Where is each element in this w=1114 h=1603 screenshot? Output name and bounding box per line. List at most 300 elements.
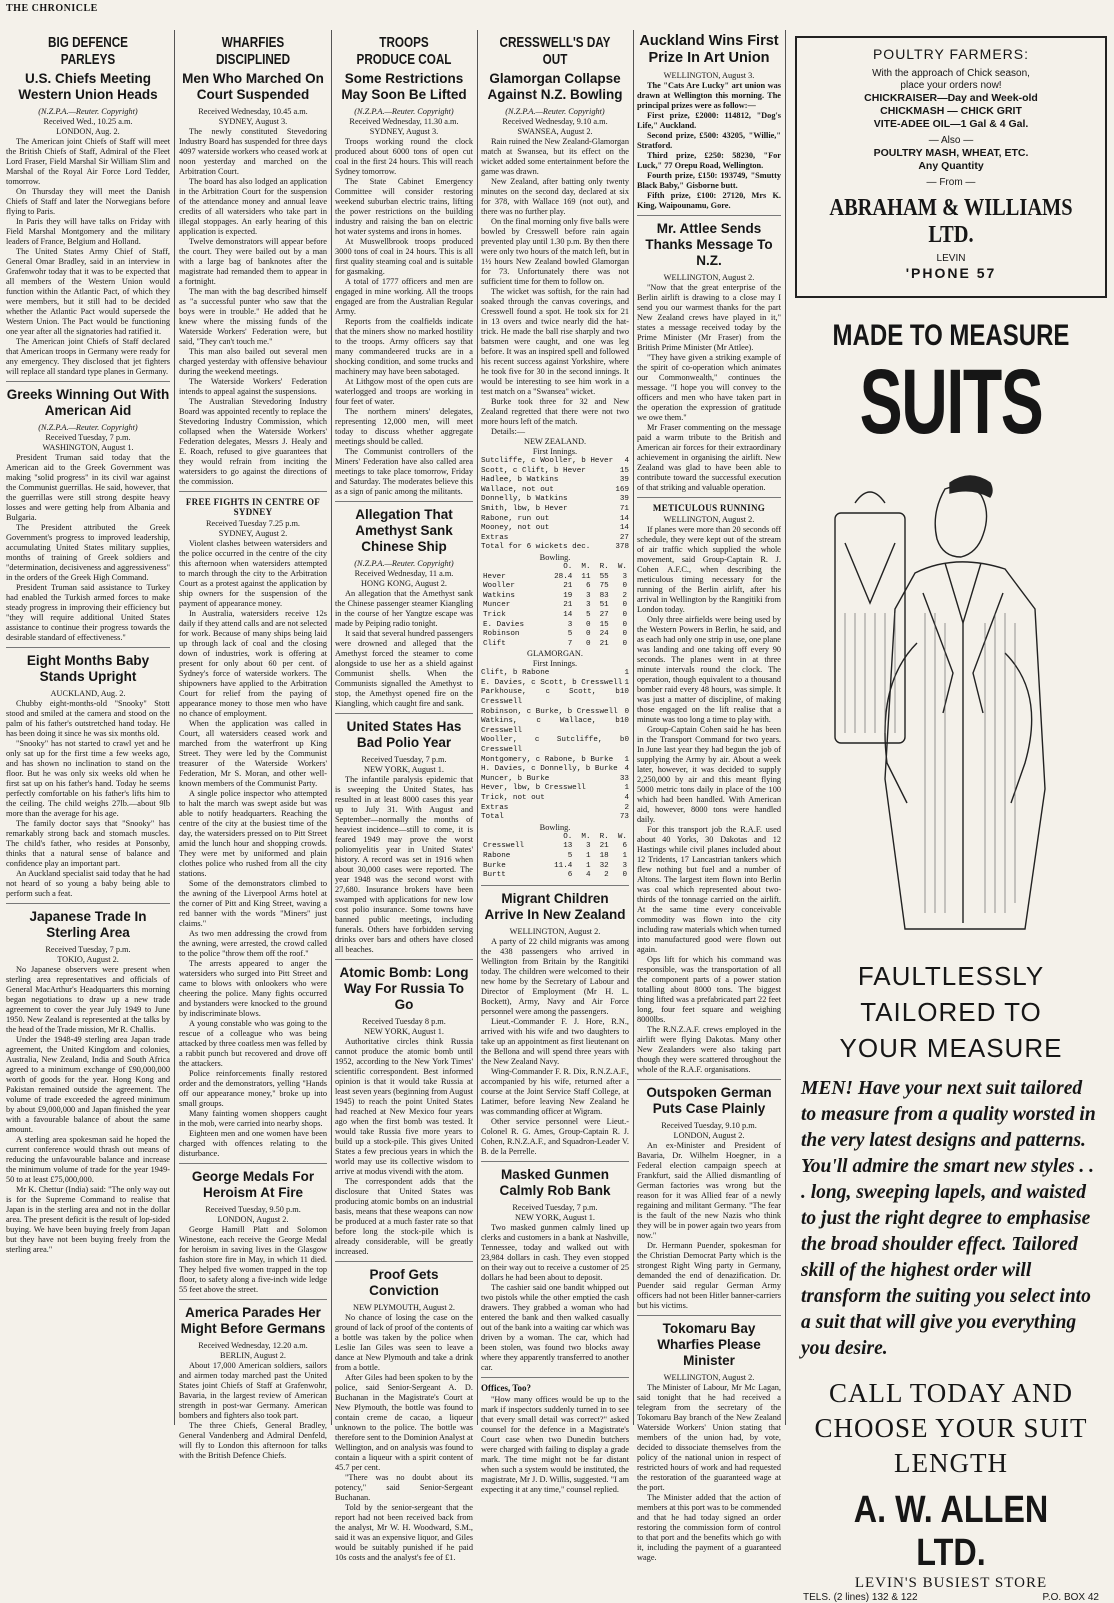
bowling-header-cell [481, 833, 543, 843]
runs: 39 [619, 495, 629, 504]
article-title: U.S. Chiefs Meeting Western Union Heads [18, 71, 158, 102]
credit: (N.Z.P.A.—Reuter. Copyright) [354, 559, 454, 568]
advert-town: LEVIN [936, 253, 966, 264]
bowling-cell: Clift [483, 639, 506, 648]
paragraph: The State Cabinet Emergency Committee will consider restoring weekend suburban electric trains, lifting the power restrictions on the building industry and raising the ban on electric hot water systems and irons in homes. [335, 177, 473, 236]
paragraph: Rain ruined the New Zealand-Glamorgan match at Swansea, but its effect on the wicket added some entertainment before the game was drawn. [481, 137, 629, 176]
bowling-cell: 7 [567, 639, 573, 648]
total-runs: 73 [619, 813, 629, 822]
bowling-header-cell: O. [563, 832, 573, 841]
bowling-cell: Cresswell [483, 842, 525, 851]
credit: (N.Z.P.A.—Reuter. Copyright) [38, 107, 138, 116]
paragraph: Authoritative circles think Russia cannot produce the atomic bomb until 1952, according to the New York Times' scientific correspondent. Best informed opinion is that it would take Russia at least seven years (beginning from August 1945) to reach the point United States had reached at New Mexico four years ago when the first bomb was tested. It would take Russia five more years to build up a stock-pile. This gives United States a few precious years in which the world may use its collective wisdom to arrive at modus vivendi with the atom. [335, 1037, 473, 1176]
scorecard-row [481, 775, 629, 785]
received: Received Tuesday, 7 p.m. [45, 433, 131, 442]
bowling-row [481, 871, 629, 881]
top-headline: TROOPS PRODUCE COAL [356, 34, 452, 68]
paragraph: Reports from the coalfields indicate that the miners show no marked hostility to the troops. Army officers say that many commandeered trucks are in a shocking condition, and some trucks and machinery may have been sabotaged. [335, 317, 473, 376]
article-title: Offices, Too? [481, 1382, 532, 1393]
credit: (N.Z.P.A.—Reuter. Copyright) [505, 107, 605, 116]
article-title: Atomic Bomb: Long Way For Russia To Go [339, 965, 469, 1012]
bowling-cell: 2 [604, 871, 609, 880]
article-greeks [6, 387, 170, 648]
advert-line: place your orders now! [900, 80, 1002, 91]
bowling-cell: 0 [622, 601, 627, 610]
column-rule [331, 30, 332, 1425]
runs: 169 [615, 485, 629, 494]
bowling-cell: 6 [567, 871, 573, 880]
paragraph: Dr. Hermann Puender, spokesman for the Christian Democrat Party which is the strongest Right Wing party in Germany, demanded the end of denazification. Dr. Puender said regular German Army officers had not been Hitler banner-carriers but his victims. [637, 1241, 781, 1310]
scorecard-row [481, 467, 629, 477]
top-headline: CRESSWELL'S DAY OUT [499, 34, 611, 68]
paragraph: The northern miners' delegates, representing 12,000 men, will meet today to discuss whether aggregate meetings should be called. [335, 407, 473, 446]
paragraph: At Lithgow most of the open cuts are waterlogged and troops are working in four feet of water. [335, 377, 473, 406]
right-lapel [973, 593, 1003, 713]
runs: 14 [619, 524, 629, 533]
bowling-header-cell: M. [581, 832, 591, 841]
scorecard-row [481, 524, 629, 534]
scorecard-row [481, 486, 629, 496]
bowling-cell: 32 [599, 861, 609, 870]
column-2 [179, 30, 327, 1460]
bowling-cell: 1 [622, 851, 627, 860]
bowling-row [481, 630, 629, 640]
runs: 2 [624, 803, 629, 812]
received: Received Wednesday, 9.10 a.m. [502, 117, 608, 126]
advert-item: POULTRY MASH, WHEAT, ETC. [873, 147, 1029, 159]
bowling-cell: 0 [622, 582, 627, 591]
paragraph: The Australian Stevedoring Industry Board was appointed recently to replace the Stevedoring Industry Commission, which collapsed when the Waterside Workers' Federation delegates, Messrs J. Healy and E. Roach, refused to give guarantees that they would refrain from inciting the watersiders to go against the directions of the commission. [179, 397, 327, 486]
article-defence [6, 71, 170, 382]
bowling-cell: 21 [563, 601, 573, 610]
bowling-cell: 15 [599, 620, 609, 629]
bowling-cell: Rabone [483, 851, 511, 860]
bowling-cell: 21 [599, 639, 609, 648]
article-japan-trade [6, 909, 170, 1259]
article-atomic-bomb [335, 965, 473, 1262]
paragraph: Troops working round the clock produced about 6000 tons of open cut coal in the first 24 hours. This will reach Sydney tomorrow. [335, 137, 473, 176]
paragraph: On the final morning only five balls were bowled by Cresswell before rain again prevented play until 1.30 p.m. By then there were only two hours of the match left, but in 1½ hours New Zealand bowled Glamorgan for 73. Unfortunately there was not sufficient time for them to follow on. [481, 217, 629, 286]
column-4 [481, 30, 629, 1494]
bowling-cell: 3 [622, 572, 627, 581]
batsman: Muncer, b Burke [481, 774, 550, 783]
article-title: Glamorgan Collapse Against N.Z. Bowling [487, 71, 623, 102]
dateline: WELLINGTON, August 3. [663, 71, 755, 80]
paragraph: No chance of losing the case on the ground of lack of proof of the contents of a bottle was taken by the police when Leslie Ian Giles was seen to leave a dance at New Plymouth and take a drink from a bottle. [335, 1313, 473, 1372]
bowling-cell: 4 [585, 871, 591, 880]
runs: 4 [624, 457, 629, 465]
hair [950, 476, 992, 497]
runs: 10 [619, 717, 629, 726]
received: Received Tuesday, 7 p.m. [45, 945, 131, 954]
scorecard-row [481, 756, 629, 766]
runs: 1 [624, 678, 629, 687]
article-title: Proof Gets Conviction [369, 1267, 439, 1298]
advert-call: CHOOSE YOUR SUIT [814, 1413, 1088, 1443]
advert-phone: 'PHONE 57 [905, 265, 997, 281]
advert-store: LEVIN'S BUSIEST STORE [854, 1575, 1048, 1591]
article-title: Japanese Trade In Sterling Area [29, 909, 147, 940]
scorecard-row [481, 765, 629, 775]
paragraph: In Australia, watersiders receive 12s daily if they attend calls and are not selected for work. Because of many ships being laid up through lack of coal and the closing down of industries, work is offering at present for only about 60 per cent. of Sydney's force of waterside workers. The shipowners have applied to the Arbitration Court for relief from the paying of appearance money to those men who have no chance of employment. [179, 609, 327, 718]
batsman: Rabone, run out [481, 514, 550, 523]
paragraph: The correspondent adds that the disclosure that United States was producing atomic bombs on an industrial basis, means that these weapons can now be produced at a much faster rate so that before long the stock-pile which is already considerable, will be greatly increased. [335, 1177, 473, 1256]
advert-item: CHICKMASH — CHICK GRIT [880, 105, 1022, 117]
bowling-cell: 3 [567, 620, 573, 629]
column-rule [477, 30, 478, 1425]
scorecard-row [481, 457, 629, 467]
left-lapel [923, 593, 953, 713]
bowling-cell: 83 [599, 591, 609, 600]
paragraph: Group-Captain Cohen said he has been in the Transport Command for two years. In June last year they had begun the job of supplying the Army by air. About a week later, however, it was decided to supply 2,250,000 by air and this meant flying 5000 metric tons daily in place of the 100 which had been handled. With American aid, however, 8000 tons were handled daily. [637, 725, 781, 824]
paragraph: In Paris they will have talks on Friday with Field Marshal Montgomery and the military leaders of France, Belgium and Holland. [6, 217, 170, 246]
dateline: BERLIN, August 2. [220, 1351, 286, 1360]
bowling-cell: 14 [563, 610, 573, 619]
bowling-cell: 0 [622, 639, 627, 648]
paragraph: The cashier said one bandit whipped out two pistols while the other emptied the cash drawers. They grabbed a woman who had entered the bank and then walked casually out of the bank into a waiting car which was driven by a woman. The car, which had been stolen, was found two blocks away where they apparently transferred to another car. [481, 1282, 629, 1372]
dateline: NEW YORK, August 1. [515, 1212, 595, 1222]
dateline: HONG KONG, August 2. [361, 579, 447, 588]
paragraph: A sterling area spokesman said he hoped the current conference would thrash out means of reducing the unfavourable balance and increase the minimum volume of trade for the year 1949-50 to at least £75,000,000. [6, 1135, 170, 1184]
paragraph: Third prize, £250: 58230, "For Luck," 77 Orepu Road, Wellington. [637, 151, 781, 170]
column-rule [633, 30, 634, 1425]
bowling-cell: 24 [599, 630, 609, 639]
batsman: Sutcliffe, c Wooller, b Hever [481, 457, 614, 465]
bowling-cell: 28.4 [554, 572, 573, 581]
advert-firm: A. W. ALLEN LTD. [853, 1489, 1049, 1574]
advert-call: LENGTH [894, 1448, 1008, 1478]
paragraph: The three Chiefs, General Bradley, General Vandenberg and Admiral Denfeld, will fly to London this afternoon for talks with the British Defence Chiefs. [179, 1421, 327, 1460]
paragraph: The "Cats Are Lucky" art union was drawn at Wellington this morning. The principal prizes were as follow:— [637, 81, 781, 110]
article-tokomaru-bay [637, 1321, 781, 1567]
paragraph: President Truman said today that the American aid to the Greek Government was making "solid progress" in its civil war against the Communist guerrillas. He said, however, that the guerrillas were still strong despite heavy losses and were getting help from Albania and Bulgaria. [6, 453, 170, 522]
article-attlee [637, 221, 781, 498]
received: Received Wednesday, 10.45 a.m. [198, 107, 308, 116]
scorecard-row [481, 717, 629, 736]
dateline: WELLINGTON, August 2. [663, 1373, 755, 1382]
article-polio [335, 719, 473, 960]
advert-copy: MEN! Have your next suit tailored to measure from a quality worsted in the very latest designs and patterns. You'll admire the smart new styles . . . long, sweeping lapels, and waisted to just the right degree to emphasise the broad shoulder effect. Tailored skill of the highest order will transform the suiting you select into a suit that will give you everything you desire. [801, 1078, 1096, 1359]
bowling-cell: 0 [622, 871, 627, 880]
runs: 33 [619, 774, 629, 783]
paragraph: At Muswellbrook troops produced 3000 tons of coal in 24 hours. This is all first quality steaming coal and is suitable for gasmaking. [335, 237, 473, 276]
column-3 [335, 30, 473, 1562]
advert-call: CALL TODAY AND [828, 1378, 1074, 1408]
dateline: AUCKLAND, Aug. 2. [50, 689, 126, 698]
article-george-medals [179, 1169, 327, 1300]
bowling-cell: 21 [563, 582, 573, 591]
article-title: Migrant Children Arrive In New Zealand [484, 890, 626, 922]
bowling-cell: 0 [585, 630, 591, 639]
paragraph: On Thursday they will meet the Danish Chiefs of Staff and later the Norwegians before flying to Paris. [6, 187, 170, 216]
dateline: LONDON, August 2. [217, 1215, 289, 1224]
article-title: Tokomaru Bay Wharfies Please Minister [657, 1321, 761, 1368]
dateline: TOKIO, August 2. [57, 955, 119, 964]
scorecard-row [481, 476, 629, 486]
advert-line: — From — [926, 177, 976, 188]
paragraph: Some of the demonstrators climbed to the awning of the Liverpool Arms hotel at the corner of Pitt and King Street, waving a red banner with the words "Miners" just claims." [179, 879, 327, 928]
poultry-advert [795, 36, 1107, 298]
received: Received Wednesday, 11.30 a.m. [349, 117, 459, 126]
article-troops-coal [335, 71, 473, 502]
paragraph: The wicket was softish, for the rain had soaked through the canvas coverings, and Cresswell found a spot. He took six for 21 in 13 overs and twice nearly did the hat-trick. He made the ball rise sharply and two batsmen were caught, and one was leg before. It was an inspired spell and followed his recent success against Yorkshire, where he took five for 30 in the second innings. It would be interesting to see him work in a test match on a "Swansea" wicket. [481, 287, 629, 396]
bowling-row [481, 640, 629, 650]
paragraph: "There was no doubt about its potency," said Senior-Sergeant Buchanan. [335, 1473, 473, 1502]
bowling-cell: 3 [585, 842, 591, 851]
paragraph: A single police inspector who attempted to halt the march was swept aside but was able to notify headquarters. Reaching the centre of the city at the busiest time of the day, the watersiders pressed on to Pitt Street amid the lunch hour and shopping crowds. They were met by uniformed and plain clothes police who rushed from all the city stations. [179, 789, 327, 878]
bowling-cell: 18 [599, 851, 609, 860]
paragraph: The family doctor says that "Snooky" has remarkably strong back and stomach muscles. The child's father, who resides at Ponsonby, thinks that a natural sense of balance and confidence play an important part. [6, 819, 170, 868]
dateline: LONDON, August 2. [673, 1131, 745, 1140]
hanger-suit-collar [845, 543, 895, 603]
bowling-header-cell: R. [599, 832, 609, 841]
top-headline: BIG DEFENCE PARLEYS [48, 34, 128, 68]
total-label: Total [481, 813, 504, 822]
batting-scorecard [481, 457, 629, 543]
paragraph: Two masked gunmen calmly lined up clerks and customers in a bank at Nashville, Tennessee, today and walked out with 23,984 dollars in cash. They even stopped on their way out to receive a customer of 25 dollars he had been about to deposit. [481, 1222, 629, 1282]
article-german-case [637, 1085, 781, 1316]
bowling-header-cell: W. [617, 562, 627, 571]
innings-label: First Innings. [532, 447, 578, 456]
bowling-cell: E. Davies [483, 620, 525, 629]
paragraph: After Giles had been spoken to by the police, said Senior-Sergeant A. D. Buchanan in the Magistrate's Court at New Plymouth, the bottle was found to contain creme de cacao, a liqueur unknown to the police. The bottle was therefore sent to the Dominion Analyst at Wellington, and on analysis was found to contain a liqueur with a spirit content of 45.7 per cent. [335, 1373, 473, 1472]
advert-line: With the approach of Chick season, [872, 68, 1030, 79]
score-total [481, 543, 629, 553]
score-total [481, 813, 629, 823]
bowling-cell: Robinson [483, 630, 520, 639]
bowling-row [481, 582, 629, 592]
dateline: WELLINGTON, August 2. [663, 273, 755, 282]
paragraph: The arrests appeared to anger the watersiders who surged into Pitt Street and came to blows with onlookers who were cheering the police. Many fights occurred and bystanders were knocked to the ground by indiscriminate blows. [179, 959, 327, 1018]
paragraph: An ex-Minister and President of Bavaria, Dr. Wilhelm Hoegner, in a Federal election campaign speech at Frankfurt, said the Allied dismantling of German factories was wrong but the reason for it was Allied fear of a newly regaining and militant Germany. "The fear is the fault of the new Nazis who think they will be in power again two years from now." [637, 1141, 781, 1240]
paragraph: Fourth prize, £150: 193749, "Smutty Black Baby," Gisborne butt. [637, 171, 781, 190]
advert-contact [795, 1592, 1107, 1603]
advert-tagline: YOUR MEASURE [839, 1033, 1063, 1063]
article-title: George Medals For Heroism At Fire [191, 1169, 315, 1200]
advert-pobox: P.O. BOX 42 [1042, 1592, 1099, 1603]
batsman: Watkins, c Wallace, b Cresswell [481, 717, 620, 735]
received: Received Tuesday 7.25 p.m. [205, 519, 301, 528]
batsman: Scott, c Clift, b Hever [481, 466, 586, 475]
scorecard-row [481, 534, 629, 544]
paragraph: Fifth prize, £100: 27120, Mrs K. King, Waipounamu, Gore. [637, 191, 781, 210]
batsman: Trick, not out [481, 794, 545, 802]
advert-headline: MADE TO MEASURE [832, 319, 1070, 352]
runs: 15 [619, 466, 629, 475]
team-name: GLAMORGAN. [526, 649, 583, 659]
hanger-pinstripes [845, 613, 895, 733]
paragraph: Only three airfields were being used by the Western Powers in Berlin, he said, and as each had only one strip in use, one plane was landing and one taking off every 90 seconds. The planes went in at three minute intervals round the clock. The operation, though equivalent to a thousand bomber raid every 48 hours, was simple. It was just a matter of discipline, of making those engaged on the lift realise that a minute was too long a time to play with. [637, 615, 781, 724]
bowling-cell: 75 [599, 582, 609, 591]
advert-tagline: TAILORED TO [860, 997, 1042, 1027]
paragraph: About 17,000 American soldiers, sailors and airmen today marched past the United States joint Chiefs of Staff at Grafenwohr, Bavaria, in the largest review of American strength in post-war Germany. American bombers and fighters also took part. [179, 1361, 327, 1420]
article-title: Mr. Attlee Sends Thanks Message To N.Z. [645, 221, 773, 268]
paragraph: The board has also lodged an application in the Arbitration Court for the suspension of the attendance money and annual leave credits of all watersiders who take part in illegal stoppages. An early hearing of this application is expected. [179, 177, 327, 236]
bowling-cell: 1 [585, 851, 591, 860]
pinstripes [925, 613, 1015, 913]
paragraph: Second prize, £500: 43205, "Willie," Stratford. [637, 131, 781, 150]
batsman: H. Davies, c Donnelly, b Burke [481, 765, 618, 774]
paragraph: The Minister of Labour, Mr Mc Lagan, said tonight that he had received a telegram from the secretary of the Tokomaru Bay branch of the New Zealand Waterside Workers' Union stating that members of the union had, by vote, decided to dissociate themselves from the policy of the national union in respect of restricted hours of work and had requested the restoration of the guaranteed wage at the port. [637, 1383, 781, 1492]
paragraph: New Zealand, after batting only twenty minutes on the second day, declared at six for 378, with Wallace 169 (not out), and there was no further play. [481, 177, 629, 216]
paragraph: This man also bailed out several men charged yesterday with offensive behaviour during the weekend meetings. [179, 347, 327, 376]
paragraph: Burke took three for 32 and New Zealand regretted that there were not two more hours left of the match. [481, 397, 629, 426]
scorecard-row [481, 794, 629, 804]
bowling-cell: 21 [599, 842, 609, 851]
bowling-row [481, 621, 629, 631]
bowling-header-row [481, 563, 629, 573]
article-title: Auckland Wins First Prize In Art Union [639, 33, 779, 66]
column-rule [174, 30, 175, 1425]
collar-outline [945, 563, 981, 623]
bowling-cell: 11.4 [554, 861, 573, 870]
suits-advert [795, 315, 1107, 1603]
scorecard-row [481, 669, 629, 679]
article-cricket [481, 71, 629, 886]
bowling-cell: 13 [563, 842, 573, 851]
paragraph: A party of 22 child migrants was among the 438 passengers who arrived in Wellington from Britain by the Rangitiki today. The children were welcomed to their new home by the Secretary of Labour and Director of Employment (Mr H. L. Bockett), Army, Navy and Air Force personnel were among the passengers. [481, 936, 629, 1016]
team-name: NEW ZEALAND. [523, 437, 587, 446]
column-rule [785, 30, 786, 1425]
bowling-cell: Burtt [483, 871, 506, 880]
suit-man-illustration [795, 453, 1107, 953]
batsman: Extras [481, 803, 509, 812]
received: Received Wed., 10.25 a.m. [43, 117, 133, 126]
received: Received Tuesday 8 p.m. [362, 1017, 446, 1026]
paragraph: As two men addressing the crowd from the awning, were arrested, the crowd called to the police "throw them off the roof." [179, 929, 327, 958]
scorecard-row [481, 515, 629, 525]
paragraph: Chubby eight-months-old "Snooky" Stott stood and smiled at the camera and stood on the palm of his father's outstretched hand today. He has been doing it since he was six months old. [6, 699, 170, 738]
article-proof-conviction [335, 1267, 473, 1567]
runs: 4 [624, 794, 629, 802]
dateline: WELLINGTON, August 2. [509, 926, 601, 936]
paragraph: The man with the bag described himself as "a successful punter who saw that the boys were in trouble." He added that he knew where the missing funds of the Waterside Workers' Federation were, but said, "They can't touch me." [179, 287, 327, 346]
scorecard-row [481, 495, 629, 505]
bowling-cell: 11 [581, 572, 591, 581]
bowling-cell: Hever [483, 572, 506, 581]
bowling-header-row [481, 833, 629, 843]
article-free-fights [179, 497, 327, 1164]
paragraph: It said that several hundred passengers were drowned and alleged that the Amethyst forced the steamer to come alongside to use her as a shield against Communist shells. When the Communists signalled the Amethyst to stop, the Amethyst opened fire on the Kiangling, which caught fire and sank. [335, 629, 473, 708]
article-amethyst [335, 507, 473, 714]
bowling-row [481, 601, 629, 611]
bowling-row [481, 842, 629, 852]
paragraph: An Auckland specialist said today that he had not heard of so young a baby being able to perform such a feat. [6, 869, 170, 898]
bowling-row [481, 611, 629, 621]
scorecard-row [481, 679, 629, 689]
bowling-cell: Trick [483, 610, 506, 619]
paragraph: The newly constituted Stevedoring Industry Board has suspended for three days 4097 waterside workers who ceased work at noon yesterday and marched on the Arbitration Court. [179, 127, 327, 176]
masthead: THE CHRONICLE [6, 3, 98, 14]
paragraph: The Communist controllers of the Miners' Federation have also called area meetings to take place tomorrow, Friday and Saturday. The moderates believe this as a sign of panic among the militants. [335, 447, 473, 496]
paragraph: Mr Fraser commenting on the message paid a warm tribute to the British and American air forces for their extraordinary achievement in organising the airlift. New Zealand was glad to have been able to contribute toward the successful execution of that striking and valuable operation. [637, 423, 781, 492]
paragraph: The R.N.Z.A.F. crews employed in the airlift were flying Dakotas. Many other New Zealanders were also taking part though they were scattered throughout the whole of the R.A.F. organisations. [637, 1025, 781, 1074]
batsman: Wooller, c Sutcliffe, b Cresswell [481, 736, 625, 755]
scorecard-row [481, 804, 629, 814]
paragraph: The American joint Chiefs of Staff will meet the British Chiefs of Staff, Admiral of the Fleet Lord Fraser, Field Marshal Sir William Slim and Marshal of the Royal Air Force Lord Tedder, tomorrow. [6, 137, 170, 186]
bowling-cell: 5 [567, 851, 573, 860]
bowling-label: Bowling. [539, 822, 571, 832]
received: Received Wednesday, 11 a.m. [354, 569, 454, 578]
runs: 4 [624, 765, 629, 774]
runs: 14 [619, 514, 629, 523]
runs: 10 [619, 688, 629, 697]
paragraph: Twelve demonstrators will appear before the court. They were bailed out by a man with a large bag of banknotes after the magistrate had remanded them to appear in a fortnight. [179, 237, 327, 286]
paragraph: "Now that the great enterprise of the Berlin airlift is drawing to a close may I send you our warmest thanks for the part New Zealand crews have played in it," states a message received today by the Prime Minister (Mr Fraser) from the British Prime Minister (Mr Attlee). [637, 283, 781, 352]
paragraph: The American joint Chiefs of Staff declared that American troops in Germany were ready for any emergency. They disclosed that jet fighters will replace all standard type planes in Germany. [6, 337, 170, 376]
article-title: America Parades Her Might Before Germans [180, 1305, 326, 1336]
paragraph: Lieut.-Commander F. J. Hore, R.N., arrived with his wife and two daughters to take up an appointment as first lieutenant on the Bellona and will spend three years with the New Zealand Navy. [481, 1016, 629, 1066]
bowling-row [481, 573, 629, 583]
bowling-table [481, 833, 629, 881]
paragraph: If planes were more than 20 seconds off schedule, they were kept out of the stream of air traffic which supplied the whole movement, said Group-Captain R. J. Cohen A.F.C., when describing the meticulous timing necessary for the running of the Berlin airlift, after his arrival in Wellington by the Rangitiki from London today. [637, 525, 781, 614]
bowling-cell: 0 [622, 630, 627, 639]
bowling-table [481, 563, 629, 649]
bowling-cell: 27 [599, 610, 609, 619]
bowling-cell: 3 [585, 591, 591, 600]
article-title: FREE FIGHTS IN CENTRE OF SYDNEY [185, 497, 321, 517]
paragraph: Violent clashes between watersiders and the police occurred in the centre of the city this afternoon when watersiders attempted to march through the city to the Arbitration Court as a protest against the application by ship owners for the suspension of the payment of appearance money. [179, 539, 327, 608]
total-runs: 378 [615, 543, 629, 552]
paragraph: George Hamill Platt and Solomon Winestone, each receive the George Medal for heroism in saving lives in the Glasgow fashion store fire in May, in which 11 died. They helped five women trapped in the top floor, to safety along a five-inch wide ledge 55 feet above the street. [179, 1225, 327, 1294]
paragraph: Mr K. Chettur (India) said: "The only way out is for the Supreme Command to realise that Japan is in the sterling area and not in the dollar area. The present deficit is the result of lop-sided buying. We have been buying freely from Japan but they have not been buying freely from the sterling area." [6, 1185, 170, 1254]
paragraph: An allegation that the Amethyst sank the Chinese passenger steamer Kiangling in the course of her Yangtze escape was made by Peiping radio tonight. [335, 589, 473, 628]
left-arm [885, 643, 917, 803]
runs: 39 [619, 476, 629, 485]
bowling-header-cell [481, 563, 543, 573]
bowling-cell: 1 [585, 861, 591, 870]
top-headline: WHARFIES DISCIPLINED [215, 34, 291, 68]
scorecard-row [481, 708, 629, 718]
batsman: Smith, lbw, b Hever [481, 504, 568, 513]
article-masked-gunmen [481, 1167, 629, 1378]
paragraph: The United States Army Chief of Staff, General Omar Bradley, said in an interview in Grafenwohr today that it was to be expected that all members of the Western Union would function within the Atlantic Pact, of which they were members, but it still had to be decided whether the Atlantic Pact would supersede the Western Union. The Pact would be functioning one year after all the signatories had ratified it. [6, 247, 170, 336]
paragraph: The infantile paralysis epidemic that is sweeping the United States, has resulted in at least 8000 cases this year up to July 31. With August and September—normally the months of heaviest incidence—still to come, it is feared 1949 may prove the worst poliomyelitis year in United States' history. A record was set in 1916 when about 30,000 cases were reported. The year 1948 was the second worst with 27,680. Insurance brokers have been swamped with applications for new low cost polio insurance. Some towns have banned public meetings, including funerals. Others have forbidden serving drinks over bars and others have closed all beaches. [335, 775, 473, 954]
paragraph: For this transport job the R.A.F. used about 40 Yorks, 30 Dakotas and 12 Hastings while civil planes included about 12 Tridents, 17 Lancastrian tankers which flew nothing but fuel and a number of Altons. The largest item flown into Berlin was coal which represented about two-thirds of the tonnage carried on the airlift. At the same time every conceivable commodity was flown into the city including raw materials which when turned into manufactured good were flown out again. [637, 825, 782, 954]
bowling-cell: Wooller [483, 582, 515, 591]
batsman: Hadlee, b Watkins [481, 476, 559, 485]
paragraph: A total of 1777 officers and men are engaged in mine working. All the troops engaged are from the Australian Regular Army. [335, 277, 473, 316]
received: Received Tuesday, 9.50 p.m. [205, 1205, 301, 1214]
bowling-header-cell: O. [563, 562, 573, 571]
article-title: Eight Months Baby Stands Upright [26, 653, 150, 684]
article-offices-too [481, 1383, 629, 1499]
article-title: Masked Gunmen Calmly Rob Bank [499, 1166, 611, 1198]
dateline: NEW YORK, August 1. [364, 1027, 444, 1036]
dateline: WELLINGTON, August 2. [663, 515, 755, 524]
advert-item: VITE-ADEE OIL—1 Gal & 4 Gal. [873, 118, 1029, 130]
bowling-cell: Burke [483, 861, 506, 870]
bowling-header-cell: R. [599, 562, 609, 571]
advert-big-word: SUITS [859, 351, 1043, 453]
paragraph: "They have given a striking example of the spirit of co-operation which animates our Commonwealth," continues the message. "I hope you will convey to the officers and men who have taken part in the operation the expression of gratitude we owe them." [637, 353, 781, 422]
article-migrant-children [481, 891, 629, 1162]
article-title: Allegation That Amethyst Sank Chinese Ship [355, 507, 453, 554]
paragraph: A young constable who was going to the rescue of a colleague who was being attacked by three coatless men was felled by a rabbit punch but recovered and drove off the attackers. [179, 1019, 327, 1068]
advert-tagline: FAULTLESSLY [857, 961, 1045, 991]
received: Received Tuesday, 9.10 p.m. [661, 1121, 757, 1130]
runs: 27 [619, 533, 629, 542]
bowling-cell: 2 [622, 591, 627, 600]
bowling-cell: Watkins [483, 591, 515, 600]
column-1 [6, 30, 170, 1425]
dateline: WASHINGTON, August 1. [42, 443, 134, 452]
paragraph: Under the 1948-49 sterling area Japan trade agreement, the United Kingdom and colonies, Australia, New Zealand, India and South Africa agreed to a minimum exchange of £90,000,000 worth of goods for the year. Hong Kong and Pakistan remained outside the agreement. The volume of trade exceeded the agreed minimum by about £9,000,000 and Japan finished the year with a favourable balance of about the same amount. [6, 1035, 170, 1134]
paragraph: "How many offices would be up to the mark if inspectors suddenly turned in to see that every small detail was correct?" asked counsel for the defence in a Magistrate's Court case when two Dunedin butchers were charged with failing to display a grade mark. The time might not be far distant when such a system would be instituted, the magistrate, Mr J. D. Willis, suggested. "I am expecting it at any time," counsel replied. [481, 1394, 629, 1494]
bowling-cell: Muncer [483, 601, 511, 610]
runs: 1 [624, 669, 629, 678]
advert-title: POULTRY FARMERS: [872, 46, 1030, 62]
